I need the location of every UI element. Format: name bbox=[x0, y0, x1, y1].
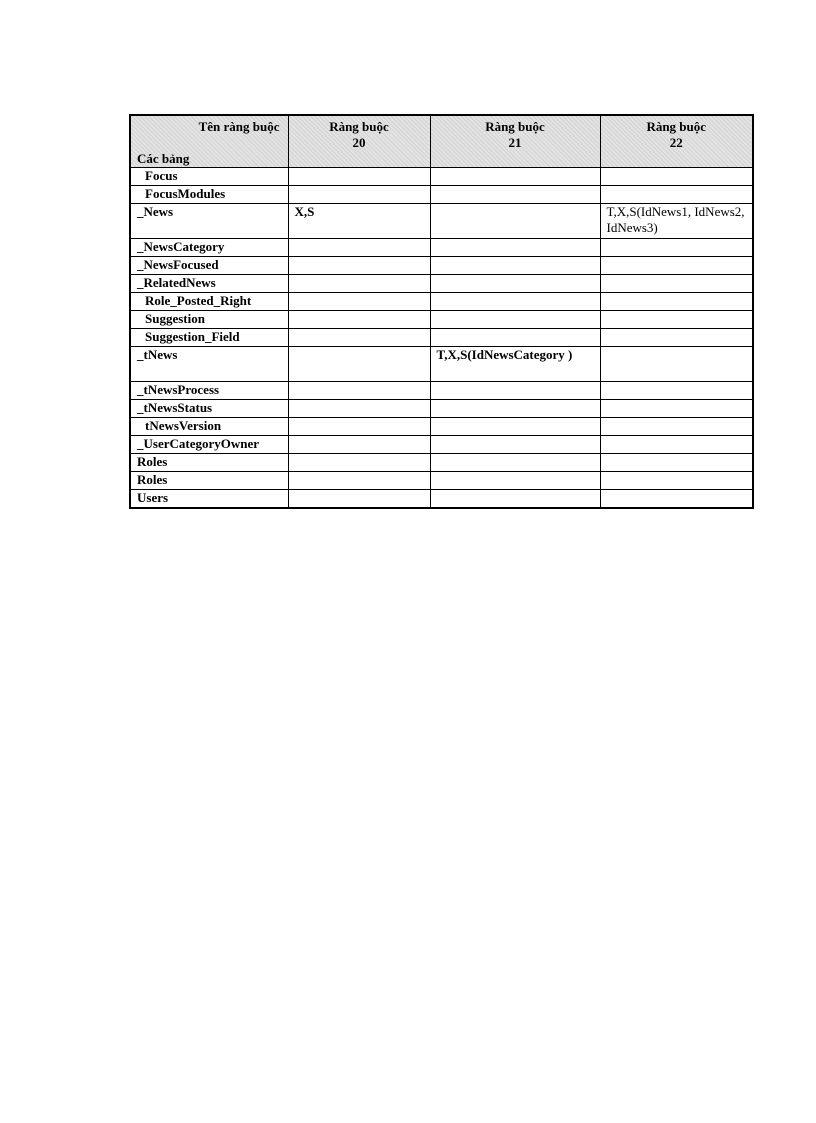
constraint-21-cell bbox=[430, 311, 600, 329]
constraint-20-cell bbox=[288, 275, 430, 293]
constraint-20-cell bbox=[288, 168, 430, 186]
constraint-20-cell bbox=[288, 347, 430, 382]
constraint-22-cell bbox=[600, 347, 753, 382]
constraint-20-cell bbox=[288, 329, 430, 347]
constraint-20-cell: X,S bbox=[288, 204, 430, 239]
table-name-cell: _NewsFocused bbox=[130, 257, 288, 275]
constraint-22-cell bbox=[600, 293, 753, 311]
constraint-22-cell bbox=[600, 436, 753, 454]
constraint-22-cell bbox=[600, 311, 753, 329]
constraint-21-cell bbox=[430, 382, 600, 400]
header-row bbox=[130, 115, 753, 168]
constraint-21-cell bbox=[430, 418, 600, 436]
constraint-21-cell bbox=[430, 186, 600, 204]
constraint-22-cell bbox=[600, 329, 753, 347]
constraint-name-label: Tên ràng buộc bbox=[198, 119, 280, 134]
constraint-22-cell bbox=[600, 186, 753, 204]
constraint-22-cell: T,X,S(IdNews1, IdNews2, IdNews3) bbox=[600, 204, 753, 239]
table-name-cell: _UserCategoryOwner bbox=[130, 436, 288, 454]
constraint-21-cell bbox=[430, 293, 600, 311]
constraint-21-header: Ràng buộc 21 bbox=[430, 115, 600, 168]
constraint-21-cell bbox=[430, 257, 600, 275]
constraint-22-cell bbox=[600, 472, 753, 490]
constraint-22-cell bbox=[600, 382, 753, 400]
constraint-20-header: Ràng buộc 20 bbox=[288, 115, 430, 168]
constraint-22-cell bbox=[600, 454, 753, 472]
constraint-22-cell bbox=[600, 275, 753, 293]
constraint-21-cell bbox=[430, 490, 600, 509]
table-row bbox=[130, 472, 753, 490]
constraint-22-cell bbox=[600, 400, 753, 418]
table-row bbox=[130, 418, 753, 436]
table-name-cell: FocusModules bbox=[130, 186, 288, 204]
table-row bbox=[130, 239, 753, 257]
constraint-20-cell bbox=[288, 454, 430, 472]
table-name-cell: Roles bbox=[130, 472, 288, 490]
constraint-22-cell bbox=[600, 239, 753, 257]
constraint-20-cell bbox=[288, 293, 430, 311]
constraint-20-cell bbox=[288, 311, 430, 329]
table-name-cell: _RelatedNews bbox=[130, 275, 288, 293]
tables-label: Các bảng bbox=[137, 151, 190, 166]
constraint-21-cell bbox=[430, 454, 600, 472]
constraint-20-cell bbox=[288, 186, 430, 204]
table-row bbox=[130, 257, 753, 275]
constraint-20-cell bbox=[288, 418, 430, 436]
corner-header bbox=[130, 115, 288, 168]
table-row bbox=[130, 382, 753, 400]
table-name-cell: _tNewsStatus bbox=[130, 400, 288, 418]
table-row bbox=[130, 204, 753, 239]
constraint-22-cell bbox=[600, 418, 753, 436]
constraint-21-cell bbox=[430, 239, 600, 257]
constraint-20-cell bbox=[288, 436, 430, 454]
table-row bbox=[130, 347, 753, 382]
table-name-cell: _News bbox=[130, 204, 288, 239]
constraints-table bbox=[129, 114, 754, 509]
constraint-22-cell bbox=[600, 257, 753, 275]
constraint-20-cell bbox=[288, 490, 430, 509]
table-name-cell: Users bbox=[130, 490, 288, 509]
constraint-22-header: Ràng buộc 22 bbox=[600, 115, 753, 168]
constraint-22-cell bbox=[600, 168, 753, 186]
table-row bbox=[130, 490, 753, 509]
table-name-cell: Roles bbox=[130, 454, 288, 472]
constraint-22-cell bbox=[600, 490, 753, 509]
constraint-20-cell bbox=[288, 472, 430, 490]
table-name-cell: tNewsVersion bbox=[130, 418, 288, 436]
constraint-20-cell bbox=[288, 257, 430, 275]
constraint-21-cell bbox=[430, 436, 600, 454]
table-name-cell: Suggestion_Field bbox=[130, 329, 288, 347]
table-row bbox=[130, 168, 753, 186]
constraint-20-cell bbox=[288, 239, 430, 257]
table-row bbox=[130, 293, 753, 311]
constraint-21-cell bbox=[430, 329, 600, 347]
table-name-cell: _tNewsProcess bbox=[130, 382, 288, 400]
table-name-cell: _tNews bbox=[130, 347, 288, 382]
table-row bbox=[130, 400, 753, 418]
table-name-cell: Suggestion bbox=[130, 311, 288, 329]
table-name-cell: Focus bbox=[130, 168, 288, 186]
table-row bbox=[130, 454, 753, 472]
constraint-21-cell bbox=[430, 400, 600, 418]
table-name-cell: _NewsCategory bbox=[130, 239, 288, 257]
constraint-21-cell bbox=[430, 275, 600, 293]
table-row bbox=[130, 436, 753, 454]
constraint-21-cell bbox=[430, 472, 600, 490]
table-row bbox=[130, 186, 753, 204]
constraint-21-cell: T,X,S(IdNewsCategory ) bbox=[430, 347, 600, 382]
constraint-21-cell bbox=[430, 204, 600, 239]
constraint-21-cell bbox=[430, 168, 600, 186]
table-row bbox=[130, 329, 753, 347]
table-name-cell: Role_Posted_Right bbox=[130, 293, 288, 311]
constraint-20-cell bbox=[288, 400, 430, 418]
constraint-20-cell bbox=[288, 382, 430, 400]
table-row bbox=[130, 311, 753, 329]
table-row bbox=[130, 275, 753, 293]
